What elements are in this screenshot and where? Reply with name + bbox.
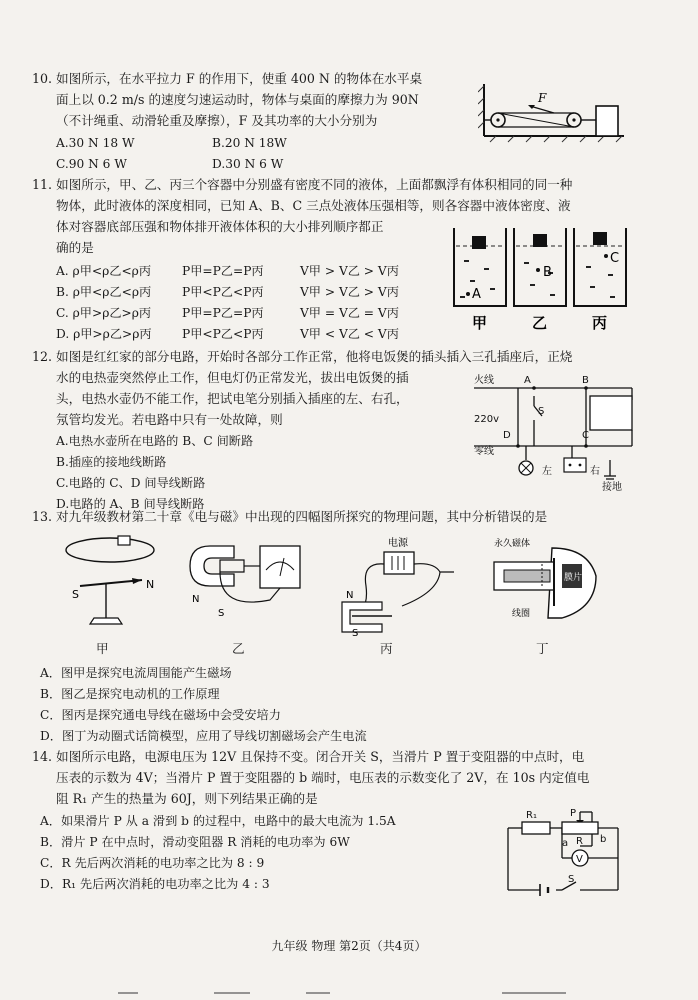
q12-option-b: B.插座的接地线断路 (56, 455, 167, 469)
q13-figure-ding (478, 528, 610, 638)
page-footer: 九年级 物理 第2页（共4页） (271, 939, 427, 953)
q13-fig-label-yi: 乙 (232, 641, 245, 656)
bing-magnet-icon (342, 602, 382, 632)
floating-block-icon (472, 236, 486, 249)
q11-row-c-volume: V甲 = V乙 = V丙 (300, 306, 399, 320)
scan-artifact (118, 992, 138, 994)
q12-circuit-figure (468, 372, 638, 494)
yi-n-label: N (192, 594, 200, 605)
q12-line-1: 12. 如图是红红家的部分电路，开始时各部分工作正常，他将电饭煲的插头插入三孔插座后，正烧 (32, 349, 573, 364)
container-jia-label: 甲 (472, 314, 488, 332)
q10-option-d: D.30 N 6 W (212, 157, 284, 171)
voltage-label: 220v (474, 414, 500, 425)
q10-option-c: C.90 N 6 W (56, 157, 127, 171)
q12-line-4: 氖管均发光。若电路中只有一处故障，则 (56, 412, 283, 427)
point-b-label: B (543, 265, 552, 280)
q11-row-d-density: D. ρ甲>ρ乙>ρ丙 (56, 327, 152, 341)
q13-figure-yi (180, 540, 304, 634)
point-a-label: A (472, 287, 481, 302)
node-a-label: A (524, 375, 531, 386)
scan-artifact (502, 992, 566, 994)
q13-fig-label-jia: 甲 (96, 641, 109, 656)
q13-figure-jia (60, 526, 164, 636)
end-a-label: a (562, 838, 569, 849)
q14-option-c: C．R 先后两次消耗的电功率之比为 8 : 9 (40, 856, 265, 870)
q10-line-3: （不计绳重、动滑轮重及摩擦），F 及其功率的大小分别为 (56, 113, 378, 128)
q12-option-c: C.电路的 C、D 间导线断路 (56, 476, 206, 490)
u-magnet-icon (190, 546, 234, 586)
block-icon (596, 106, 618, 136)
q14-line-3: 阻 R₁ 产生的热量为 60J，则下列结果正确的是 (56, 791, 318, 806)
kettle-box (590, 396, 632, 430)
coil-label: 线圈 (512, 609, 531, 619)
q10-line-1: 10. 如图所示，在水平拉力 F 的作用下，使重 400 N 的物体在水平桌 (32, 71, 423, 86)
q12-option-d: D.电路的 A、B 间导线断路 (56, 497, 205, 511)
socket-icon (564, 458, 586, 472)
q14-option-d: D．R₁ 先后两次消耗的电功率之比为 4 : 3 (40, 877, 270, 891)
q10-pulley-figure (478, 80, 628, 146)
socket-right-label: 右 (590, 466, 600, 477)
switch-s-label: S (538, 406, 545, 417)
q11-row-b-density: B. ρ甲<ρ乙<ρ丙 (56, 285, 152, 299)
container-yi-label: 乙 (532, 314, 548, 332)
floating-block-icon (593, 232, 607, 245)
end-b-label: b (600, 834, 607, 845)
q13-line-1: 13. 对九年级教材第二十章《电与磁》中出现的四幅图所探究的物理问题，其中分析错误的是 (32, 509, 548, 524)
yi-s-label: S (218, 608, 225, 619)
q10-force-label: F (538, 91, 547, 105)
q12-line-3: 头，电热水壶仍不能工作，把试电笔分别插入插座的左、右孔， (56, 391, 409, 406)
q13-option-d: D．图丁为动圈式话筒模型，应用了导线切割磁场会产生电流 (40, 729, 367, 743)
scan-artifact (306, 992, 330, 994)
bing-n-label: N (346, 590, 354, 601)
r1-label: R₁ (526, 810, 537, 821)
power-supply-icon (384, 552, 414, 574)
q11-containers-figure (446, 222, 642, 334)
q13-option-b: B．图乙是探究电动机的工作原理 (40, 687, 220, 701)
switch-s-label: S (568, 874, 575, 885)
q11-row-a-pressure: P甲=P乙=P丙 (182, 264, 264, 278)
q11-line-4: 确的是 (56, 240, 94, 255)
q13-option-a: A．图甲是探究电流周围能产生磁场 (40, 666, 232, 680)
q11-row-d-pressure: P甲<P乙<P丙 (182, 327, 264, 341)
socket-left-label: 左 (542, 466, 552, 477)
jia-n-label: N (146, 578, 155, 591)
galvanometer-icon (260, 546, 300, 588)
node-c-label: C (582, 430, 589, 441)
q13-fig-label-bing: 丙 (380, 641, 393, 656)
q11-line-1: 11. 如图所示，甲、乙、丙三个容器中分别盛有密度不同的液体，上面都飘浮有体积相同的同一种 (32, 177, 573, 192)
q11-row-c-pressure: P甲=P乙=P丙 (182, 306, 264, 320)
voltmeter-v-label: V (576, 854, 583, 865)
q13-figure-bing (322, 532, 464, 636)
q12-option-a: A.电热水壶所在电路的 B、C 间断路 (56, 434, 254, 448)
q13-option-c: C．图丙是探究通电导线在磁场中会受安培力 (40, 708, 281, 722)
floating-block-icon (533, 234, 547, 247)
q14-line-2: 压表的示数为 4V；当滑片 P 置于变阻器的 b 端时，电压表的示数变化了 2V，在 10s 内定值电 (56, 770, 590, 785)
resistor-r1-icon (522, 822, 550, 834)
q11-line-2: 物体，此时液体的深度相同，已知 A、B、C 三点处液体压强相等，则各容器中液体密度、液 (56, 198, 571, 213)
q14-circuit-figure (500, 806, 630, 900)
rheostat-r-label: R (576, 836, 583, 847)
q10-option-b: B.20 N 18W (212, 136, 287, 150)
lamp-icon (519, 461, 533, 475)
q14-option-a: A．如果滑片 P 从 a 滑到 b 的过程中，电路中的最大电流为 1.5A (40, 814, 396, 828)
neutral-wire-label: 零线 (474, 446, 494, 457)
diaphragm-label: 膜片 (564, 573, 583, 583)
live-wire-label: 火线 (474, 375, 494, 386)
slider-p-label: P (570, 808, 577, 819)
power-label: 电源 (388, 538, 408, 549)
q11-row-c-density: C. ρ甲>ρ乙>ρ丙 (56, 306, 152, 320)
point-c-label: C (610, 251, 620, 266)
q11-row-b-volume: V甲 > V乙 > V丙 (300, 285, 399, 299)
q12-line-2: 水的电热壶突然停止工作，但电灯仍正常发光，拔出电饭煲的插 (56, 370, 409, 385)
jia-s-label: S (72, 588, 79, 601)
q13-fig-label-ding: 丁 (536, 641, 549, 656)
q10-line-2: 面上以 0.2 m/s 的速度匀速运动时，物体与桌面的摩擦力为 90N (56, 92, 419, 107)
battery-icon (118, 536, 130, 545)
node-b-label: B (582, 375, 589, 386)
q11-row-b-pressure: P甲<P乙<P丙 (182, 285, 264, 299)
q11-row-a-volume: V甲 > V乙 > V丙 (300, 264, 399, 278)
q14-line-1: 14. 如图所示电路，电源电压为 12V 且保持不变。闭合开关 S，当滑片 P 置于变阻器的中点时，电 (32, 749, 585, 764)
permanent-magnet-label: 永久磁体 (494, 539, 531, 549)
scan-artifact (214, 992, 250, 994)
bing-s-label: S (352, 628, 359, 636)
rheostat-icon (562, 822, 598, 834)
q11-row-d-volume: V甲 < V乙 < V丙 (300, 327, 399, 341)
q11-line-3: 体对容器底部压强和物体排开液体体积的大小排列顺序都正 (56, 219, 384, 234)
container-bing-label: 丙 (592, 314, 608, 332)
q10-option-a: A.30 N 18 W (56, 136, 135, 150)
q11-row-a-density: A. ρ甲<ρ乙<ρ丙 (56, 264, 152, 278)
node-d-label: D (503, 430, 511, 441)
ground-label: 接地 (602, 482, 622, 493)
q14-option-b: B．滑片 P 在中点时，滑动变阻器 R 消耗的电功率为 6W (40, 835, 350, 849)
